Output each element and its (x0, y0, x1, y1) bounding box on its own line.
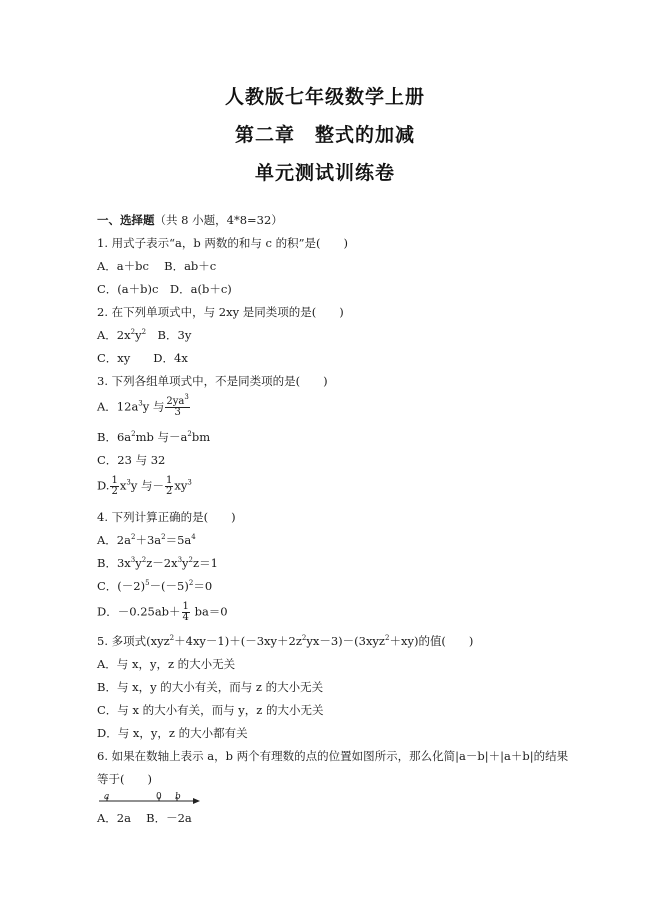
q5-option-b: B．与 x，y 的大小有关，而与 z 的大小无关 (97, 680, 324, 694)
q5-option-d: D．与 x，y，z 的大小都有关 (97, 726, 248, 740)
fraction: $\frac{1}{4}$ (182, 601, 189, 623)
q1-options-ab: A．a＋bc B．ab＋c (97, 259, 217, 273)
q1-stem: 1. 用式子表示“a，b 两数的和与 c 的积”是( ) (97, 236, 348, 250)
q3-option-b: B．$6a^2mb$ 与$-a^2bm$ (97, 430, 211, 444)
chapter-title: 第二章 整式的加减 (234, 124, 415, 146)
section-note: （共 8 小题，4*8=32） (154, 213, 283, 227)
q2-stem: 2. 在下列单项式中，与 2xy 是同类项的是( ) (97, 305, 344, 319)
fraction: $\frac{2ya^3}{3}$ (166, 393, 189, 418)
q2-options-ab: A．$2x^2y^2$ B．3y (97, 328, 192, 342)
fraction: $\frac{1}{2}$ (165, 475, 173, 497)
q6-stem-continued: 等于( ) (97, 772, 152, 786)
q5-option-c: C．与 x 的大小有关，而与 y，z 的大小无关 (97, 703, 324, 717)
label-a: a (104, 792, 110, 802)
q4-option-d: D．－0.25ab＋ $\frac{1}{4}$ ba＝0 (97, 601, 228, 623)
q1-options-cd: C．(a＋b)c D．a(b＋c) (97, 282, 232, 296)
section-heading (97, 212, 283, 228)
q3-option-c: C．23 与 32 (97, 453, 166, 467)
document-title: 人教版七年级数学上册 (224, 86, 425, 108)
q4-option-b: B．$3x^3y^2z-2x^3y^2z=1$ (97, 556, 218, 570)
section-name: 一、选择题 (97, 213, 155, 227)
q6-stem: 6. 如果在数轴上表示 a，b 两个有理数的点的位置如图所示，那么化简|a－b|＋|a＋b|的结果 (97, 749, 569, 763)
q4-option-c: C．$(-2)^5-(-5)^2=0$ (97, 579, 213, 593)
q4-option-a: A．$2a^2+3a^2=5a^4$ (97, 533, 196, 547)
label-zero: 0 (156, 792, 162, 802)
q5-option-a: A．与 x，y，z 的大小无关 (97, 657, 236, 671)
q3-option-a: A．$12a^3y$ 与 $\frac{2ya^3}{3}$ (97, 393, 189, 418)
q2-options-cd: C．xy D．4x (97, 351, 188, 365)
q3-option-d: D. $\frac{1}{2}$ $x^3y$ 与－ $\frac{1}{2}$ $xy^3$ (97, 475, 192, 497)
label-b: b (175, 792, 181, 802)
fraction: $\frac{1}{2}$ (111, 475, 118, 497)
q4-stem: 4. 下列计算正确的是( ) (97, 510, 236, 524)
test-title: 单元测试训练卷 (254, 162, 395, 184)
q6-options-ab: A．2a B．－2a (97, 811, 192, 825)
q3-stem: 3. 下列各组单项式中，不是同类项的是( ) (97, 374, 328, 388)
q5-stem: 5. 多项式$(xyz^2+4xy-1)+(-3xy+2z^2yx-3)-(3xyz^2+xy)$的值( ) (97, 634, 474, 648)
number-line-arrow (193, 798, 200, 804)
